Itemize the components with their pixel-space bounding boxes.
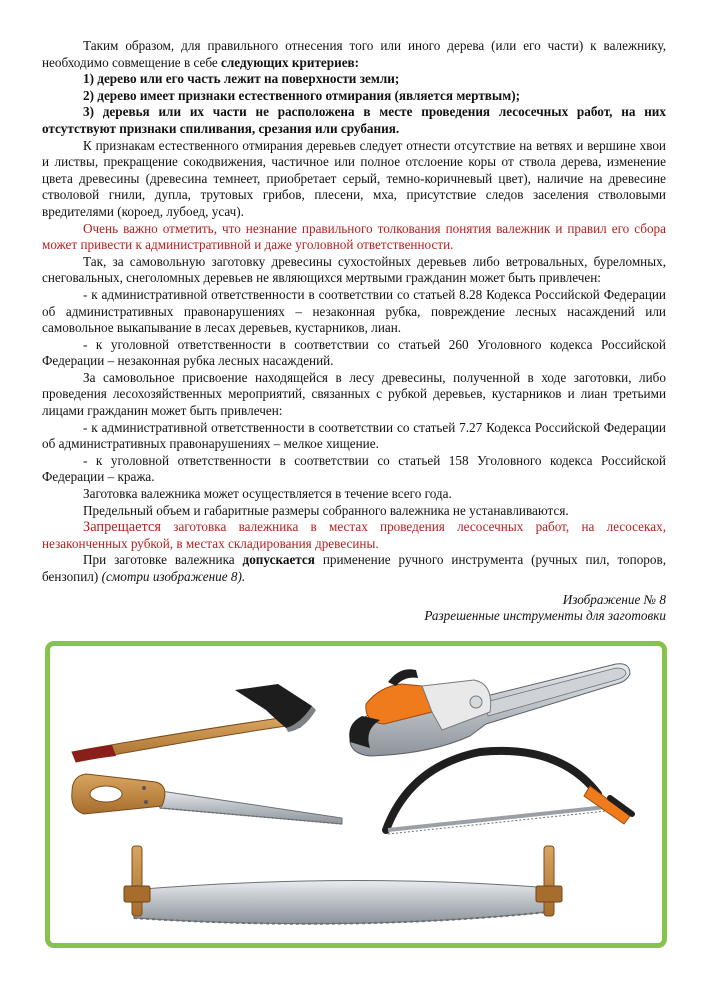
prohibited-word: Запрещается xyxy=(83,519,162,536)
dry-wood-paragraph: Так, за самовольную заготовку древесины сухостойных деревьев либо ветровальных, буреломных, снеговальных, снеголомных деревьев не являющихся мертвыми гражданин может быть привлечен: xyxy=(42,253,666,286)
crosscut-saw-icon xyxy=(124,846,562,924)
hand-saw-icon xyxy=(72,774,342,824)
all-year-paragraph: Заготовка валежника может осуществляется в течение всего года. xyxy=(83,486,452,502)
volume-paragraph: Предельный объем и габаритные размеры собранного валежника не устанавливаются. xyxy=(83,502,569,518)
bow-saw-icon xyxy=(386,751,632,834)
tools-illustration xyxy=(50,646,662,943)
tools-figure xyxy=(45,641,667,948)
intro-paragraph: Таким образом, для правильного отнесения того или иного дерева (или его части) к валежнику, необходимо совмещение в себе следующих критериев: xyxy=(42,38,666,70)
chainsaw-icon xyxy=(349,664,630,756)
criminal-158-paragraph: - к уголовной ответственности в соответствии со статьей 158 Уголовного кодекса Российской Федерации – кража. xyxy=(42,452,666,485)
admin-828-paragraph: - к административной ответственности в соответствии со статьей 8.28 Кодекса Российской Федерации об административных правонарушениях – незаконная рубка, повреждение лесных насаждений или самовольное выкапывание в лесах деревьев, кустарников, лиан. xyxy=(42,286,666,336)
allowed-paragraph: При заготовке валежника допускается применение ручного инструмента (ручных пил, топоров, бензопил) (смотри изображение 8). xyxy=(42,552,666,584)
criterion-2: 2) дерево имеет признаки естественного отмирания (является мертвым); xyxy=(83,87,520,103)
figure-reference: (смотри изображение 8). xyxy=(101,569,246,584)
prohibited-paragraph: Запрещается заготовка валежника в местах проведения лесосечных работ, на лесосеках, незаконченных рубкой, в местах складирования древесины. xyxy=(42,519,666,551)
figure-number: Изображение № 8 xyxy=(562,591,666,607)
appropriation-paragraph: За самовольное присвоение находящейся в лесу древесины, полученной в ходе заготовки, либо проведения лесохозяйственных мероприятий, связанных с рубкой деревьев, кустарников и лиан третьими лицами гражданин может быть привлечен: xyxy=(42,369,666,419)
axe-icon xyxy=(72,684,316,762)
figure-caption xyxy=(42,592,666,624)
criminal-260-paragraph: - к уголовной ответственности в соответствии со статьей 260 Уголовного кодекса Российской Федерации – незаконная рубка лесных насаждений. xyxy=(42,336,666,369)
admin-727-paragraph: - к административной ответственности в соответствии со статьей 7.27 Кодекса Российской Федерации об административных правонарушениях – мелкое хищение. xyxy=(42,419,666,452)
figure-title: Разрешенные инструменты для заготовки xyxy=(424,607,666,623)
criteria-heading: следующих критериев: xyxy=(221,54,360,70)
document-body xyxy=(42,38,666,624)
criterion-3: 3) деревья или их части не расположена в месте проведения лесосечных работ, на них отсутствуют признаки спиливания, срезания или срубания. xyxy=(42,104,666,136)
warning-paragraph: Очень важно отметить, что незнание правильного толкования понятия валежник и правил его сбора может привести к административной и даже уголовной ответственности. xyxy=(42,220,666,253)
criterion-1: 1) дерево или его часть лежит на поверхности земли; xyxy=(83,71,400,87)
signs-paragraph: К признакам естественного отмирания деревьев следует отнести отсутствие на ветвях и вершине хвои и листвы, прекращение сокодвижения, частичное или полное отслоение коры от ствола дерева, изменение цвета древесины (древесина темнеет, приобретает серый, темно-коричневый цвет), наличие на древесине стволовой гнили, дупла, трутовых грибов, плесени, мха, присутствие следов заселения стволовыми вредителями (короед, лубоед, усач). xyxy=(42,137,666,219)
